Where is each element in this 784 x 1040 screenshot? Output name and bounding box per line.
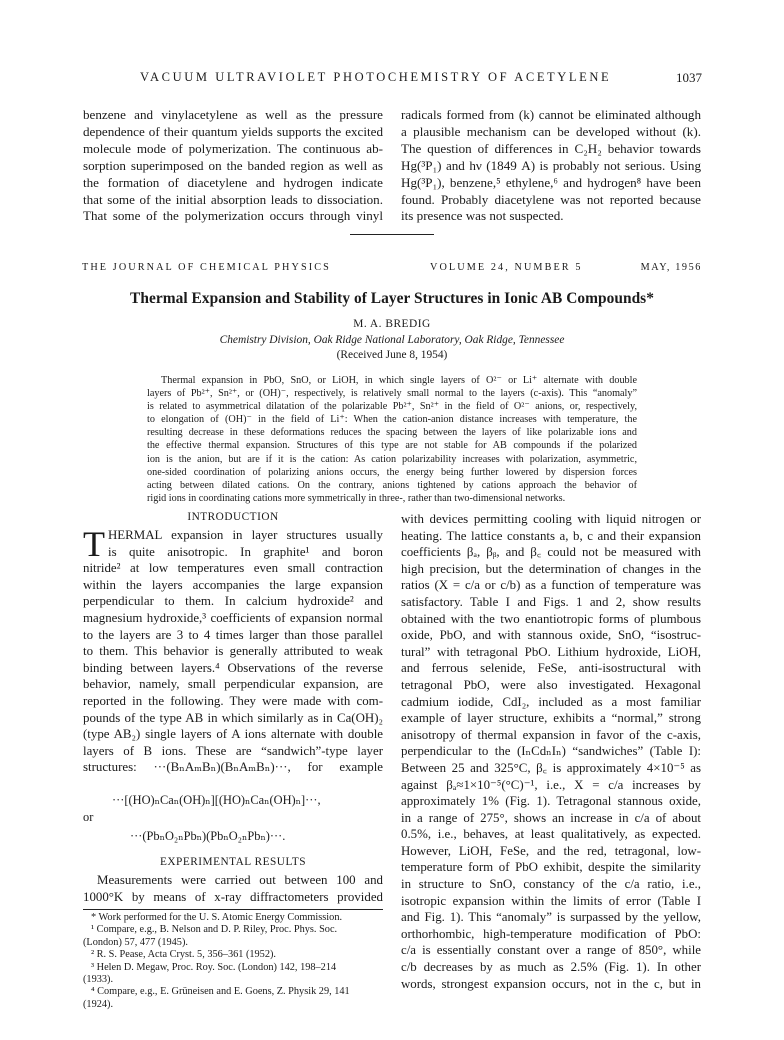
text-line: That some of the polymerization occurs through vinyl <box>83 208 383 224</box>
running-head <box>0 70 784 90</box>
abstract-line: rigid ions in coordinating cations more symmetrically in three-, rather than two-dimensional networks. <box>147 492 566 504</box>
body-line: oxide, PbO, and with stannous oxide, SnO, “isostruc- <box>401 628 701 643</box>
intro-line: to them. This behavior is generally attributed to weak <box>83 644 383 659</box>
intro-line: is quite anisotropic. In graphite¹ and boron <box>108 544 383 559</box>
body-line: and Fig. 1). This “anomaly” is surpassed by the yellow, <box>401 910 701 925</box>
footnote: ² R. S. Pease, Acta Cryst. 5, 356–361 (1952). <box>91 949 276 961</box>
journal-volume: VOLUME 24, NUMBER 5 <box>430 262 583 273</box>
text-line: benzene and vinylacetylene as well as the pressure <box>83 107 383 122</box>
body-line: high precision, but the determination of changes in the <box>401 561 701 576</box>
intro-line: nitride² at low temperatures even small contraction <box>83 561 383 576</box>
body-line: orthorhombic, high-temperature modification of PbO: <box>401 926 701 941</box>
experimental-line: 1000°K by means of x-ray diffractometers provided <box>83 889 383 904</box>
section-heading-experimental: EXPERIMENTAL RESULTS <box>159 856 307 868</box>
abstract-line: one-sided coordination of polarizing anions occurs, the energy being further lowered by dispersion forces <box>147 466 637 478</box>
body-line: tetragonal PbO, were also investigated. Hexagonal <box>401 677 701 692</box>
article-separator-rule <box>350 234 434 235</box>
abstract-line: the effective thermal expansion. Structures of this type are not stable for AB compounds if the polarized <box>147 440 637 452</box>
footnote: ¹ Compare, e.g., B. Nelson and D. P. Riley, Proc. Phys. Soc. <box>91 924 338 936</box>
text-line: Hg(³P₁) and hν (1849 A) is probably not serious. Using <box>401 157 701 173</box>
page-number: 1037 <box>676 70 702 85</box>
text-line: sorption superimposed on the banded region as well as <box>83 157 383 173</box>
footnote: * Work performed for the U. S. Atomic Energy Commission. <box>91 912 343 923</box>
body-line: c/a is essentially constant over a range of 850°, while <box>401 943 701 958</box>
experimental-line: Measurements were carried out between 100 and <box>97 873 383 887</box>
intro-line: structures: ···(BₙAₘBₙ)(BₙAₘBₙ)···, for example <box>83 760 383 775</box>
text-line: radicals formed from (k) cannot be eliminated although <box>401 107 701 122</box>
article-affiliation: Chemistry Division, Oak Ridge National Laboratory, Oak Ridge, Tennessee <box>219 334 565 346</box>
body-line: Between 25 and 325°C, β꜀ is approximately 4×10⁻⁵ as <box>401 760 701 775</box>
formula-or: or <box>83 810 94 824</box>
footnote: ³ Helen D. Megaw, Proc. Roy. Soc. (London) 142, 198–214 <box>91 961 337 973</box>
footnote: ⁴ Compare, e.g., E. Grüneisen and E. Goens, Z. Physik 29, 141 <box>91 986 350 998</box>
journal-bar <box>82 262 702 278</box>
body-line: 0.5%, i.e., behaves, at least qualitatively, as expected. <box>401 827 701 842</box>
abstract-line: acting between dilated cations. On the contrary, anions tightened by cations approach the behavior of <box>147 479 637 491</box>
body-line: example of layer structure, exhibits a “normal,” strong <box>401 711 701 726</box>
text-line: the formation of diacetylene and hydrogen indicate <box>83 174 383 190</box>
body-line: perpendicular to the (IₙCdₙIₙ) “sandwiches” (Table I): <box>401 744 701 759</box>
journal-date: MAY, 1956 <box>640 262 702 273</box>
body-line: anisotropy of thermal expansion in favor of the c-axis, <box>401 727 701 742</box>
body-line: c/b decreases by as much as 2.5% (Fig. 1). In other <box>401 960 701 975</box>
footnote: (1924). <box>83 998 114 1010</box>
body-line: temperature form of PbO exhibit, despite the similarity <box>401 860 701 875</box>
abstract-line: resulting decrease in these deformations reduces the spacing between the layers of like polarizable ions and <box>147 427 637 439</box>
body-line: and ferrous selenide, FeSe, anti-isostructural with <box>401 661 701 676</box>
text-line: molecule mode of polymerization. The continuous ab- <box>83 140 383 156</box>
text-line: its presence was not suspected. <box>401 208 564 224</box>
body-line: words, strongest expansion occurs, not in the c, but in <box>401 976 701 991</box>
intro-line: to the layers are 3 to 4 times larger than those parallel <box>83 627 383 642</box>
intro-line: perpendicular to them. In calcium hydroxide² and <box>83 594 383 609</box>
footnote-rule <box>83 909 383 910</box>
text-line: Hg(³P₁), benzene,⁵ ethylene,⁶ and hydrogen⁸ have been <box>401 174 701 190</box>
body-line: coefficients βₐ, βᵦ, and β꜀ could not be measured with <box>401 545 701 560</box>
body-line: approximately 1% (Fig. 1). Tetragonal stannous oxide, <box>401 794 701 809</box>
drop-cap: T <box>83 524 105 564</box>
text-line: found. Probably diacetylene was not reported because <box>401 191 701 207</box>
body-line: heating. The lattice constants a, b, c and their expansion <box>401 528 701 543</box>
experimental-text <box>83 872 383 905</box>
body-line: in structure to SnO, constancy of the c/a ratio, i.e., <box>401 877 701 892</box>
formula-calcium-hydroxide: ···[(HO)ₙCaₙ(OH)ₙ][(HO)ₙCaₙ(OH)ₙ]···, <box>112 793 321 807</box>
text-line: The question of differences in C₂H₂ behavior towards <box>401 140 701 156</box>
text-line: dependence of their quantum yields supports the excited <box>83 123 383 139</box>
body-line: satisfactory. Table I and Figs. 1 and 2, show results <box>401 594 701 609</box>
intro-line <box>83 527 383 544</box>
body-line: with devices permitting cooling with liquid nitrogen or <box>401 512 701 526</box>
journal-name: THE JOURNAL OF CHEMICAL PHYSICS <box>82 262 331 273</box>
intro-line: behavior, namely, small perpendicular expansion, are <box>83 677 383 692</box>
intro-line: layers of B ions. These are “sandwich”-type layer <box>83 743 383 758</box>
footnote: (London) 57, 477 (1945). <box>83 936 188 948</box>
section-heading-introduction: INTRODUCTION <box>187 511 279 523</box>
body-line: tural” with tetragonal PbO. Lithium hydroxide, LiOH, <box>401 644 701 659</box>
abstract <box>147 374 637 505</box>
footnotes <box>83 912 383 1011</box>
previous-article-left-column <box>83 107 383 225</box>
body-line: However, LiOH, FeSe, and the red, tetragonal, low- <box>401 843 701 858</box>
article-author: M. A. BREDIG <box>353 318 431 330</box>
previous-article-right-column <box>401 107 701 225</box>
received-date: (Received June 8, 1954) <box>336 349 448 361</box>
text-line: that some of the initial absorption leads to dissociation. <box>83 191 383 207</box>
intro-line: magnesium hydroxide,³ coefficients of expansion normal <box>83 610 383 625</box>
footnote: (1933). <box>83 974 114 986</box>
body-line: isotropic expansion within the limits of error (Table I <box>401 893 701 908</box>
abstract-line: to elongation of (OH)⁻ in the field of Li⁺: When the cation-anion distance increases with temperature, the <box>147 414 637 426</box>
intro-line-text: expansion in layer structures usually <box>161 528 383 542</box>
intro-line: within the layers accompanies the large expansion <box>83 577 383 592</box>
abstract-line: is related to asymmetrical dilatation of the polarizable Pb²⁺, Sn²⁺ in the field of O²⁻ anions, or, respectively, <box>147 401 637 413</box>
formula-lead-oxide: ···(PbₙO₂ₙPbₙ)(PbₙO₂ₙPbₙ)···. <box>130 829 286 843</box>
article-title: Thermal Expansion and Stability of Layer Structures in Ionic AB Compounds* <box>130 290 654 307</box>
text-line: a plausible mechanism can be developed without (k). <box>401 123 701 139</box>
running-head-title: VACUUM ULTRAVIOLET PHOTOCHEMISTRY OF ACETYLENE <box>140 70 612 84</box>
abstract-line: ion is the anion, but are if it is the cation: As cation polarizability increases with polarization, asymmetric, <box>147 453 637 465</box>
abstract-line: Thermal expansion in PbO, SnO, or LiOH, in which single layers of O²⁻ or Li⁺ alternate with double <box>161 375 637 386</box>
intro-line: (type AB₂) single layers of A ions alternate with double <box>83 727 383 742</box>
body-line: ratios (X = c/a or c/b) as a function of temperature was <box>401 578 701 593</box>
intro-line: reported in the following. They were made with com- <box>83 693 383 708</box>
intro-first-word: HERMAL <box>108 528 162 542</box>
introduction-text <box>83 524 383 776</box>
abstract-line: layers of Pb²⁺, Sn²⁺, or (OH)⁻, respectively, is relatively small normal to the layers (c-axis). This “anomaly” <box>147 388 637 400</box>
intro-line: pounds of the type AB in which similarly as in Ca(OH)₂ <box>83 710 383 725</box>
body-line: in a range of 275°, shows an increase in c/a of about <box>401 810 701 825</box>
right-column-text <box>401 511 701 992</box>
body-line: obtained with the two enantiotropic forms of plumbous <box>401 611 701 626</box>
body-line: cadmium iodide, CdI₂, included as a most familiar <box>401 694 701 709</box>
body-line: against βₐ≈1×10⁻⁵(°C)⁻¹, i.e., X = c/a increases by <box>401 777 701 792</box>
intro-line: binding between layers.⁴ Observations of the reverse <box>83 660 383 675</box>
